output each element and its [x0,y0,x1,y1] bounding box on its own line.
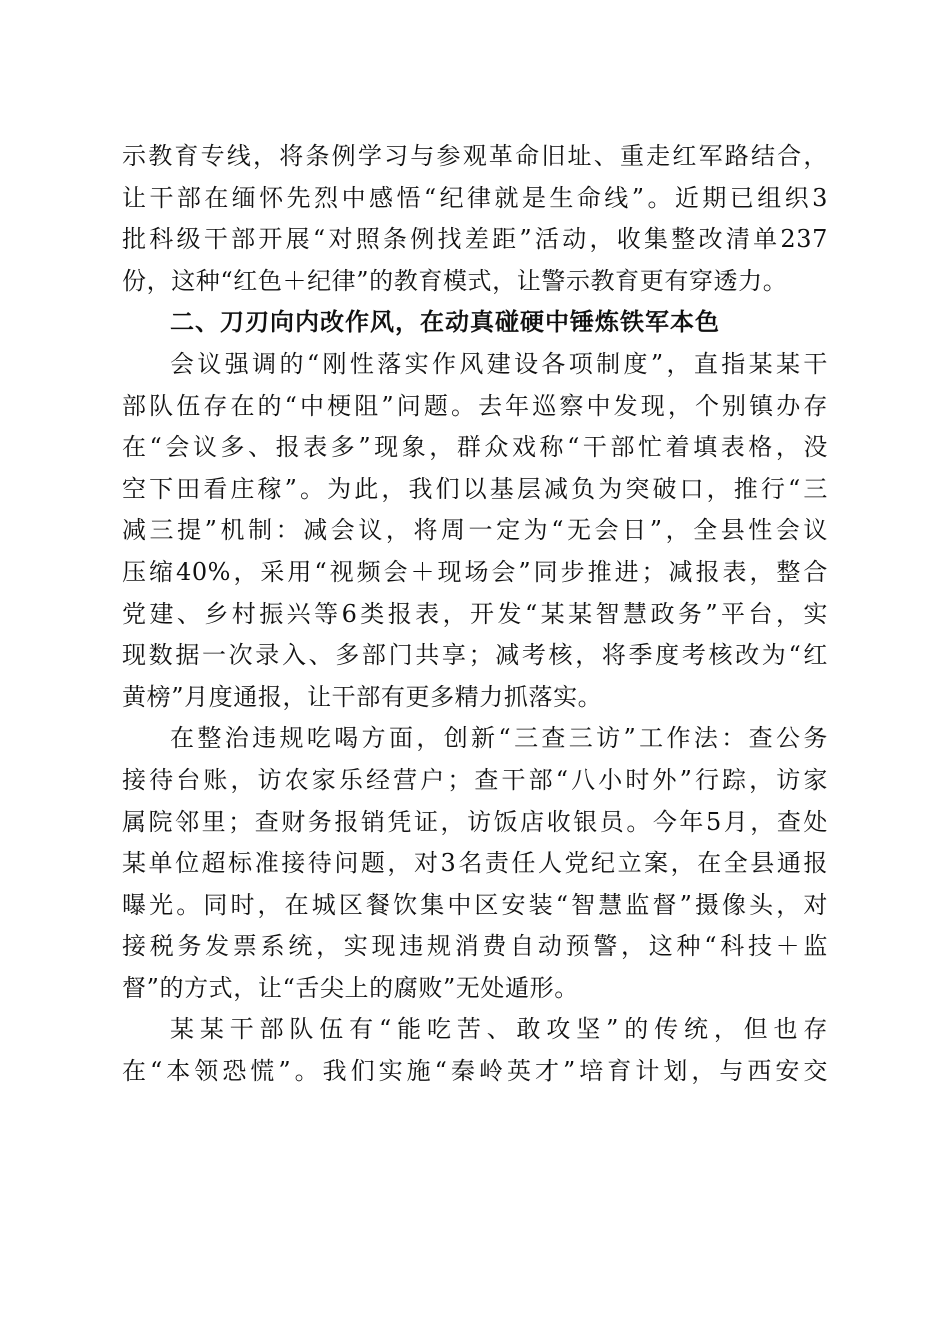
paragraph-line: 某某干部队伍有“能吃苦、敢攻坚”的传统，但也存 [170,1015,828,1044]
paragraph-line: 压缩40%，采用“视频会＋现场会”同步推进；减报表，整合 [122,557,828,586]
paragraph-line: 曝光。同时，在城区餐饮集中区安装“智慧监督”摄像头，对 [122,890,828,919]
paragraph-line: 接税务发票系统，实现违规消费自动预警，这种“科技＋监 [122,932,828,961]
body-paragraph [122,136,950,302]
paragraph-line: 黄榜”月度通报，让干部有更多精力抓落实。 [122,682,603,711]
paragraph-line: 党建、乡村振兴等6类报表，开发“某某智慧政务”平台，实 [122,599,828,628]
paragraph-line: 某单位超标准接待问题，对3名责任人党纪立案，在全县通报 [122,849,828,878]
body-paragraph [122,1009,950,1092]
paragraph-line: 接待台账，访农家乐经营户；查干部“八小时外”行踪，访家 [122,765,828,794]
paragraph-line: 属院邻里；查财务报销凭证，访饭店收银员。今年5月，查处 [122,807,828,836]
section-heading: 二、刀刃向内改作风，在动真碰硬中锤炼铁军本色 [170,308,720,337]
paragraph-line: 会议强调的“刚性落实作风建设各项制度”，直指某某干 [170,349,828,378]
paragraph-line: 批科级干部开展“对照条例找差距”活动，收集整改清单237 [122,225,828,254]
paragraph-line: 在“会议多、报表多”现象，群众戏称“干部忙着填表格，没 [122,433,828,462]
paragraph-line: 在整治违规吃喝方面，创新“三查三访”工作法：查公务 [170,724,828,753]
paragraph-line: 让干部在缅怀先烈中感悟“纪律就是生命线”。近期已组织3 [122,183,828,212]
paragraph-line: 督”的方式，让“舌尖上的腐败”无处遁形。 [122,973,579,1002]
paragraph-line: 示教育专线，将条例学习与参观革命旧址、重走红军路结合， [122,142,828,170]
paragraph-line: 现数据一次录入、多部门共享；减考核，将季度考核改为“红 [122,641,828,670]
body-paragraph [122,344,950,718]
paragraph-line: 在“本领恐慌”。我们实施“秦岭英才”培育计划，与西安交 [122,1057,828,1086]
paragraph-line: 减三提”机制：减会议，将周一定为“无会日”，全县性会议 [122,516,828,545]
paragraph-line: 空下田看庄稼”。为此，我们以基层减负为突破口，推行“三 [122,474,828,503]
body-paragraph [122,718,950,1009]
paragraph-line: 部队伍存在的“中梗阻”问题。去年巡察中发现，个别镇办存 [122,391,828,420]
paragraph-line: 份，这种“红色＋纪律”的教育模式，让警示教育更有穿透力。 [122,266,788,295]
